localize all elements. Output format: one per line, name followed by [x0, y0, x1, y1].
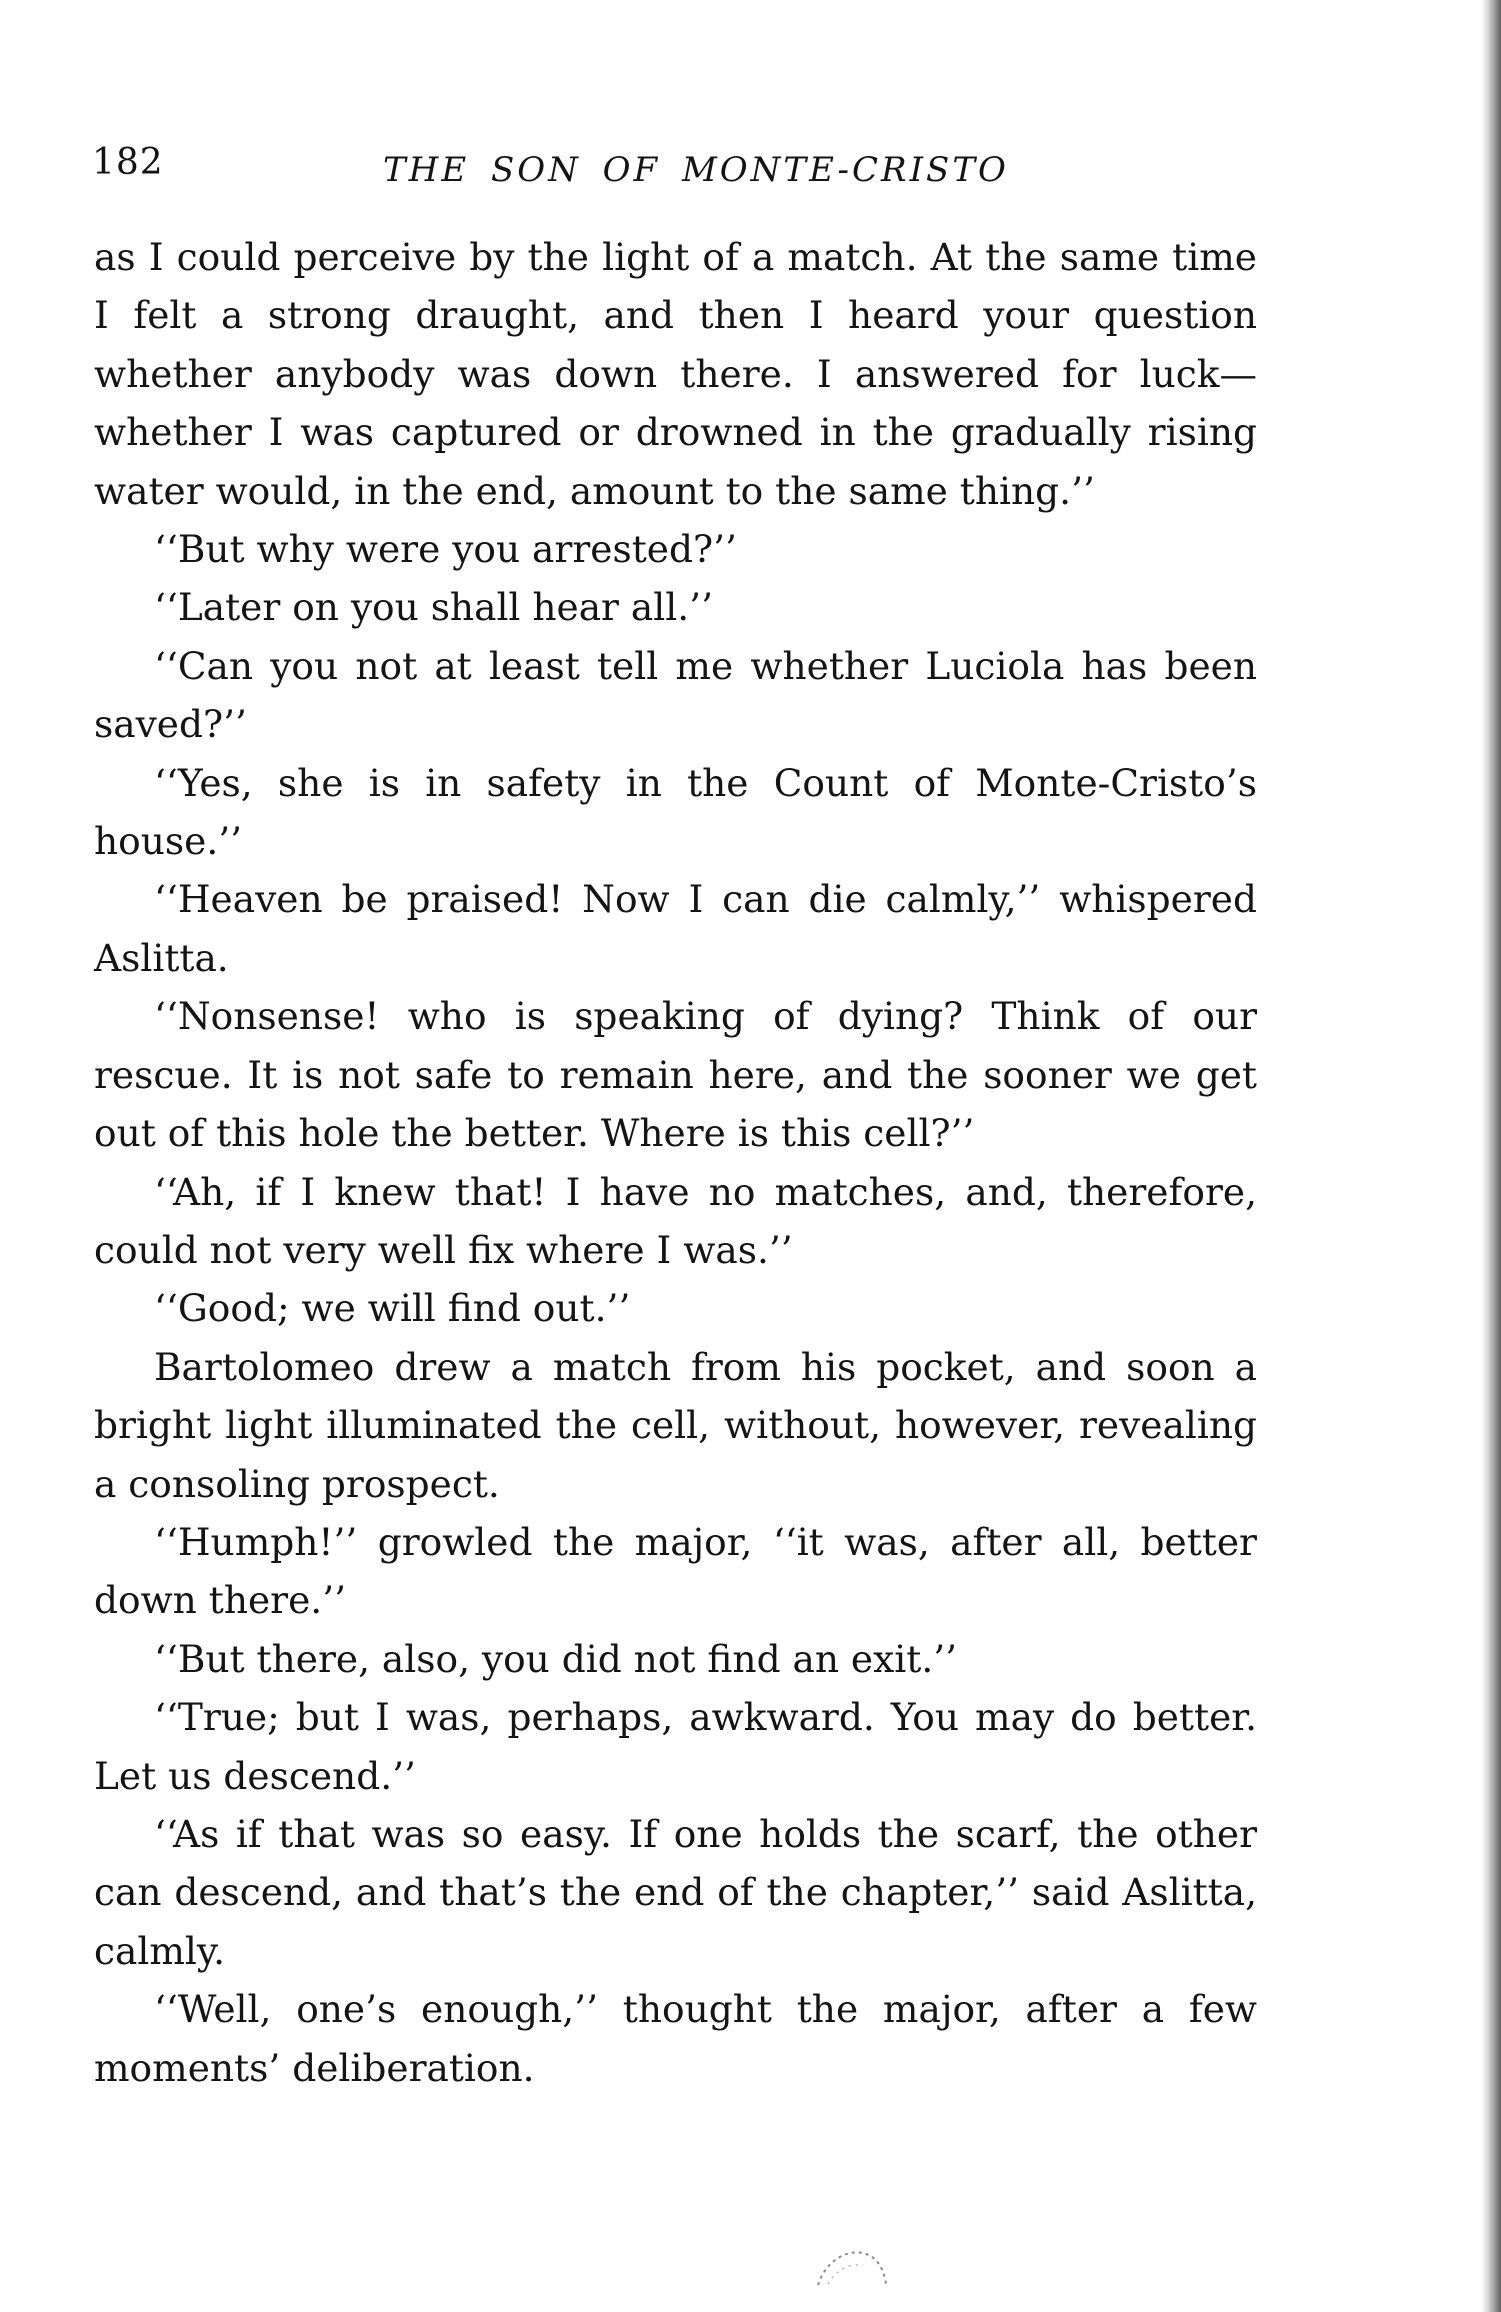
page-number: 182 [92, 142, 164, 183]
paragraph: ‘‘True; but I was, perhaps, awkward. You may do better. Let us descend.’’ [94, 1695, 1257, 1798]
running-title: THE SON OF MONTE-CRISTO [383, 150, 1009, 190]
paragraph: as I could perceive by the light of a match. At the same time I felt a strong draught, and then I heard your question whether anybody was down there. I answered for luck—whether I was captured or drowned in the gradually rising water would, in the end, amount to the same thing.’’ [94, 235, 1257, 513]
paragraph: ‘‘Good; we will find out.’’ [154, 1286, 631, 1331]
paragraph: ‘‘Can you not at least tell me whether Luciola has been saved?’’ [94, 643, 1257, 747]
paragraph: ‘‘Ah, if I knew that! I have no matches, and, therefore, could not very well fix where I was.’’ [94, 1169, 1257, 1272]
paragraph: ‘‘Nonsense! who is speaking of dying? Think of our rescue. It is not safe to remain here, and the sooner we get out of this hole the better. Where is this cell?’’ [94, 994, 1257, 1156]
paragraph: ‘‘Later on you shall hear all.’’ [154, 585, 714, 630]
paragraph: Bartolomeo drew a match from his pocket, and soon a bright light illuminated the cell, without, however, revealing a consoling prospect. [94, 1344, 1257, 1506]
paragraph: ‘‘As if that was so easy. If one holds the scarf, the other can descend, and that’s the end of the chapter,’’ said Aslitta, calmly. [94, 1811, 1257, 1973]
paragraph: ‘‘Yes, she is in safety in the Count of Monte-Cristo’s house.’’ [94, 760, 1257, 864]
paragraph: ‘‘Well, one’s enough,’’ thought the major, after a few moments’ deliberation. [94, 1987, 1257, 2090]
body-text [94, 228, 1257, 2097]
page-binding-edge [1481, 0, 1501, 2312]
paragraph: ‘‘Heaven be praised! Now I can die calmly,’’ whispered Aslitta. [94, 877, 1257, 980]
paragraph: ‘‘Humph!’’ growled the major, ‘‘it was, after all, better down there.’’ [94, 1519, 1257, 1623]
paragraph: ‘‘But why were you arrested?’’ [154, 527, 737, 572]
ink-smudge-ornament [808, 2240, 898, 2290]
paragraph: ‘‘But there, also, you did not find an exit.’’ [154, 1636, 958, 1681]
